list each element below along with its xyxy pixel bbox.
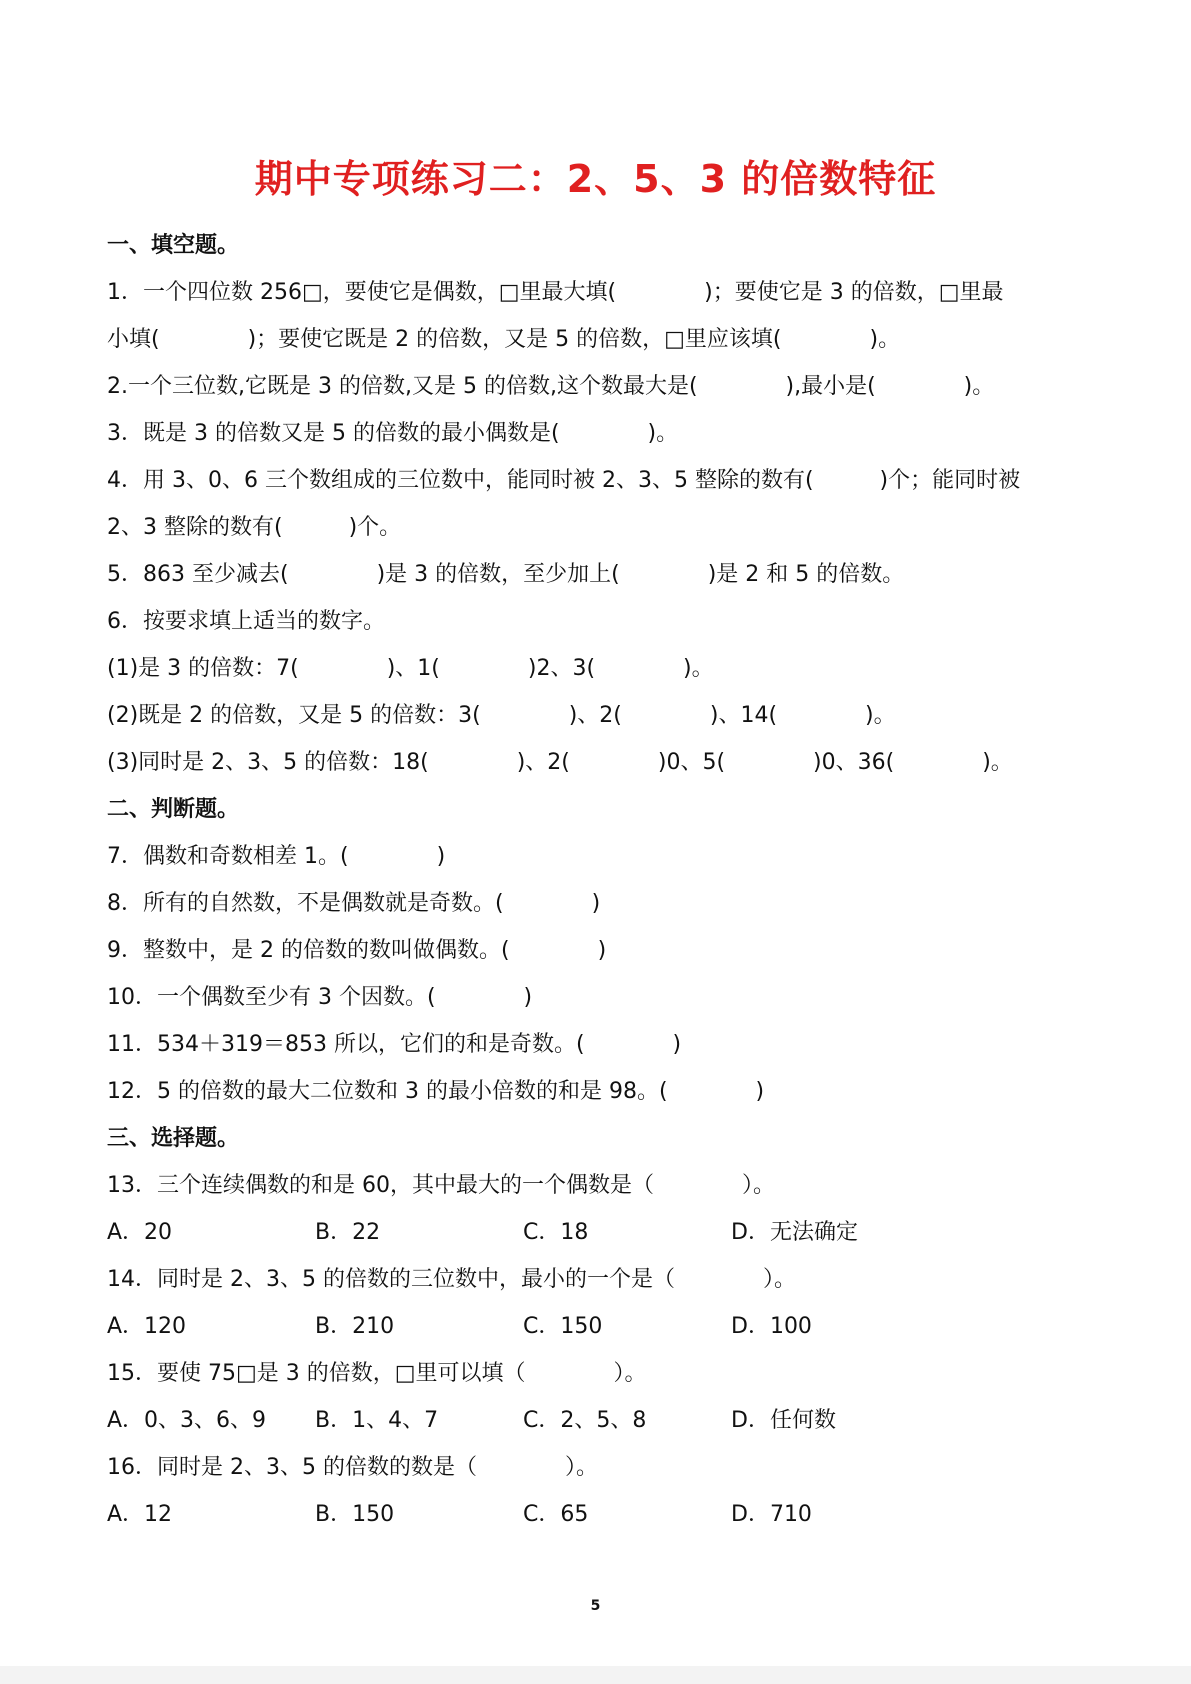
- page-title: 期中专项练习二：2、5、3 的倍数特征: [254, 157, 937, 201]
- question-7: 7．偶数和奇数相差 1。( ): [107, 844, 446, 869]
- question-8: 8．所有的自然数，不是偶数就是奇数。( ): [107, 891, 601, 916]
- question-1-line-1: 1．一个四位数 256□，要使它是偶数，□里最大填( )；要使它是 3 的倍数，□里最: [107, 280, 1004, 305]
- option-d: D．任何数: [731, 1408, 836, 1433]
- worksheet-body: [107, 222, 1107, 1538]
- question-6-part-3: (3)同时是 2、3、5 的倍数：18( )、2( )0、5( )0、36( )。: [107, 750, 1013, 775]
- option-b: B．1、4、7: [315, 1408, 439, 1433]
- question-11: 11．534＋319＝853 所以，它们的和是奇数。( ): [107, 1032, 682, 1057]
- option-a: A．0、3、6、9: [107, 1408, 267, 1433]
- option-b: B．210: [315, 1314, 395, 1339]
- question-16: 16．同时是 2、3、5 的倍数的数是（ ）。: [107, 1455, 598, 1480]
- question-4-line-1: 4．用 3、0、6 三个数组成的三位数中，能同时被 2、3、5 整除的数有( )个；能同时被: [107, 468, 1021, 493]
- option-d: D．100: [731, 1314, 812, 1339]
- section-heading-multiple-choice: 三、选择题。: [107, 1126, 240, 1151]
- question-13-options: [107, 1209, 1107, 1256]
- question-1-line-2: 小填( )；要使它既是 2 的倍数，又是 5 的倍数，□里应该填( )。: [107, 327, 901, 352]
- option-a: A．12: [107, 1502, 173, 1527]
- option-a: A．20: [107, 1220, 173, 1245]
- question-16-options: [107, 1491, 1107, 1538]
- option-d: D．710: [731, 1502, 812, 1527]
- option-c: C．2、5、8: [523, 1408, 647, 1433]
- section-heading-true-false: 二、判断题。: [107, 797, 240, 822]
- question-12: 12．5 的倍数的最大二位数和 3 的最小倍数的和是 98。( ): [107, 1079, 765, 1104]
- option-b: B．150: [315, 1502, 395, 1527]
- option-a: A．120: [107, 1314, 187, 1339]
- question-15-options: [107, 1397, 1107, 1444]
- page-number: 5: [590, 1598, 601, 1614]
- question-14-options: [107, 1303, 1107, 1350]
- option-c: C．65: [523, 1502, 589, 1527]
- question-13: 13．三个连续偶数的和是 60，其中最大的一个偶数是（ ）。: [107, 1173, 775, 1198]
- option-c: C．18: [523, 1220, 589, 1245]
- question-6-part-1: (1)是 3 的倍数：7( )、1( )2、3( )。: [107, 656, 714, 681]
- section-heading-fill-blank: 一、填空题。: [107, 233, 240, 258]
- question-2: 2.一个三位数,它既是 3 的倍数,又是 5 的倍数,这个数最大是( ),最小是( )。: [107, 374, 995, 399]
- option-b: B．22: [315, 1220, 381, 1245]
- question-14: 14．同时是 2、3、5 的倍数的三位数中，最小的一个是（ ）。: [107, 1267, 796, 1292]
- question-9: 9．整数中，是 2 的倍数的数叫做偶数。( ): [107, 938, 607, 963]
- question-4-line-2: 2、3 整除的数有( )个。: [107, 515, 402, 540]
- option-c: C．150: [523, 1314, 603, 1339]
- bottom-strip: [0, 1666, 1191, 1684]
- question-6: 6．按要求填上适当的数字。: [107, 609, 385, 634]
- question-5: 5．863 至少减去( )是 3 的倍数，至少加上( )是 2 和 5 的倍数。: [107, 562, 905, 587]
- question-6-part-2: (2)既是 2 的倍数，又是 5 的倍数：3( )、2( )、14( )。: [107, 703, 896, 728]
- question-3: 3．既是 3 的倍数又是 5 的倍数的最小偶数是( )。: [107, 421, 679, 446]
- question-15: 15．要使 75□是 3 的倍数，□里可以填（ ）。: [107, 1361, 647, 1386]
- question-10: 10．一个偶数至少有 3 个因数。( ): [107, 985, 533, 1010]
- option-d: D．无法确定: [731, 1220, 858, 1245]
